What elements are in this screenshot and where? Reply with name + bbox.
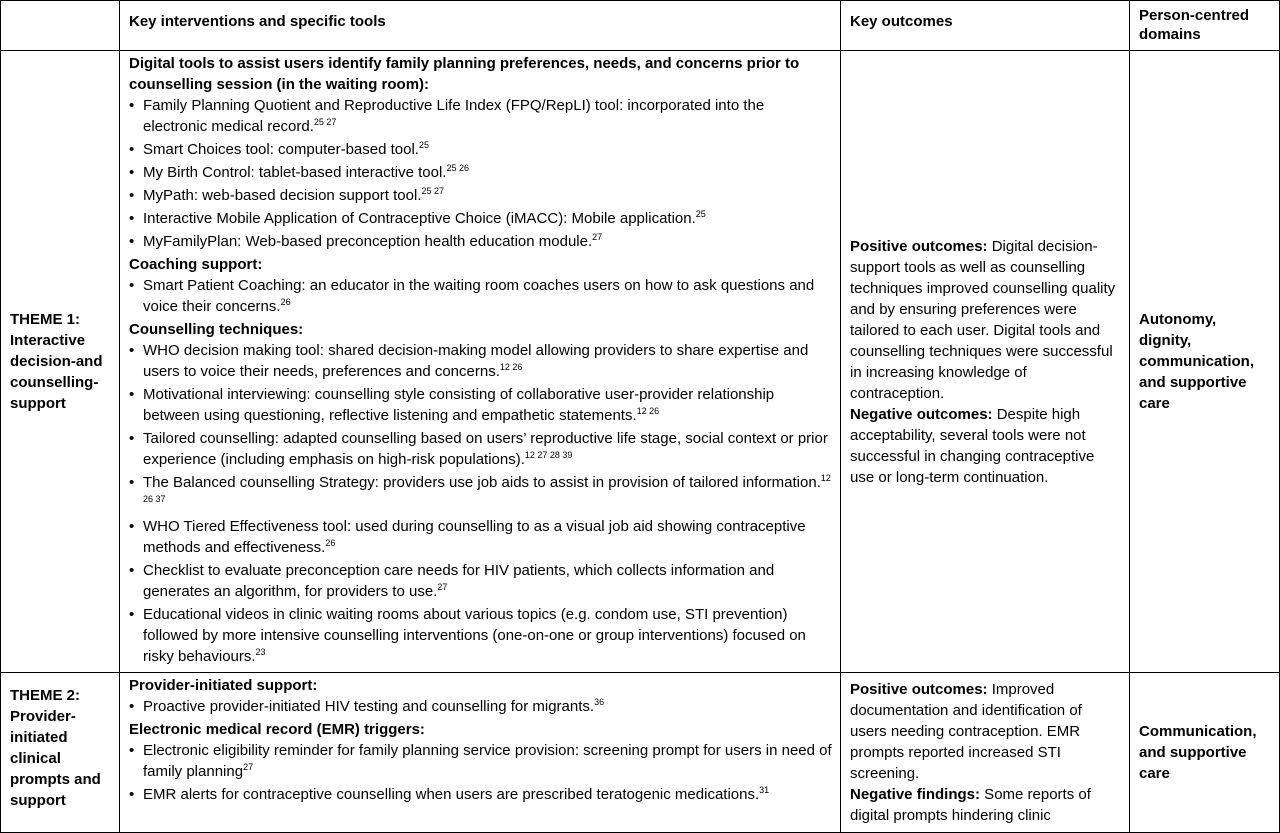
reference-marker: 31 xyxy=(759,785,770,795)
section-heading: Electronic medical record (EMR) triggers: xyxy=(129,721,425,738)
list-item: • Electronic eligibility reminder for family planning service provision: screening prompt for users in need of family planning$^{27}$ xyxy=(143,740,832,782)
list-item: • The Balanced counselling Strategy: providers use job aids to assist in provision of tailored information.$^{12 26 37}$ xyxy=(143,472,832,514)
section-heading: Provider-initiated support: xyxy=(129,677,318,694)
interventions-cell xyxy=(120,673,841,833)
list-item: • Interactive Mobile Application of Contraceptive Choice (iMACC): Mobile application.$^{25}$ xyxy=(143,208,832,229)
header-theme xyxy=(1,1,120,51)
list-item: • My Birth Control: tablet-based interactive tool.$^{25 26}$ xyxy=(143,162,832,183)
reference-marker: 25 xyxy=(418,140,429,150)
list-item: • Smart Choices tool: computer-based tool.$^{25}$ xyxy=(143,139,832,160)
domains-cell: Communication, and supportive care xyxy=(1130,673,1280,833)
outcomes-cell xyxy=(841,673,1130,833)
tool-list xyxy=(129,95,832,252)
reference-marker: 12 26 37 xyxy=(143,473,831,504)
reference-marker: 36 xyxy=(594,697,605,707)
list-item: • WHO Tiered Effectiveness tool: used during counselling to as a visual job aid showing contraceptive methods and effectiveness.$^{26}$ xyxy=(143,516,832,558)
list-item: • Educational videos in clinic waiting rooms about various topics (e.g. condom use, STI prevention) followed by more intensive counselling interventions (one-on-one or group interventions) focused on risky behaviours.$^{23}$ xyxy=(143,604,832,667)
reference-marker: 23 xyxy=(255,647,266,657)
list-item: • Smart Patient Coaching: an educator in the waiting room coaches users on how to ask questions and voice their concerns.$^{26}$ xyxy=(143,275,832,317)
header-domains: Person-centred domains xyxy=(1130,1,1280,51)
header-outcomes: Key outcomes xyxy=(841,1,1130,51)
reference-marker: 26 xyxy=(325,538,336,548)
section-heading: Counselling techniques: xyxy=(129,321,304,338)
reference-marker: 12 27 28 39 xyxy=(524,450,573,460)
reference-marker: 27 xyxy=(243,762,254,772)
reference-marker: 25 26 xyxy=(446,163,470,173)
list-item: • EMR alerts for contraceptive counselling when users are prescribed teratogenic medications.$^{31}$ xyxy=(143,784,832,805)
outcome-positive: Positive outcomes: Digital decision-support tools as well as counselling techniques improved counselling quality and by ensuring preferences were tailored to each user. Digital tools and counselling techniques were successful in increasing knowledge of contraception. xyxy=(850,237,1116,402)
reference-marker: 12 26 xyxy=(499,362,523,372)
header-row xyxy=(1,1,1280,51)
tool-list xyxy=(129,275,832,317)
tool-list xyxy=(129,696,832,717)
header-interventions: Key interventions and specific tools xyxy=(120,1,841,51)
outcome-negative: Negative findings: Some reports of digital prompts hindering clinic xyxy=(850,786,1091,824)
reference-marker: 27 xyxy=(437,582,448,592)
reference-marker: 12 26 xyxy=(636,406,660,416)
table-row xyxy=(1,673,1280,833)
table-row xyxy=(1,51,1280,673)
domains-cell: Autonomy, dignity, communication, and supportive care xyxy=(1130,51,1280,673)
section-heading: Digital tools to assist users identify family planning preferences, needs, and concerns prior to counselling session (in the waiting room): xyxy=(129,55,800,93)
list-item: • Proactive provider-initiated HIV testing and counselling for migrants.$^{36}$ xyxy=(143,696,832,717)
section-heading: Coaching support: xyxy=(129,256,263,273)
list-item: • Family Planning Quotient and Reproductive Life Index (FPQ/RepLI) tool: incorporated into the electronic medical record.$^{25 27}$ xyxy=(143,95,832,137)
reference-marker: 27 xyxy=(592,232,603,242)
outcome-positive: Positive outcomes: Improved documentation and identification of users needing contraception. EMR prompts reported increased STI screening. xyxy=(850,681,1082,782)
list-item: • WHO decision making tool: shared decision-making model allowing providers to share expertise and users to voice their needs, preferences and concerns.$^{12 26}$ xyxy=(143,340,832,382)
tool-list xyxy=(129,340,832,667)
list-item: • Motivational interviewing: counselling style consisting of collaborative user-provider relationship between using questioning, reflective listening and empathetic statements.$^{12 26}$ xyxy=(143,384,832,426)
theme-cell: THEME 2: Provider-initiated clinical prompts and support xyxy=(1,673,120,833)
list-item: • Checklist to evaluate preconception care needs for HIV patients, which collects information and generates an algorithm, for providers to use.$^{27}$ xyxy=(143,560,832,602)
list-item: • MyPath: web-based decision support tool.$^{25 27}$ xyxy=(143,185,832,206)
reference-marker: 25 27 xyxy=(313,117,337,127)
list-item: • Tailored counselling: adapted counselling based on users’ reproductive life stage, social context or prior experience (including emphasis on high-risk populations).$^{12 27 28 39}$ xyxy=(143,428,832,470)
outcomes-cell xyxy=(841,51,1130,673)
theme-cell: THEME 1: Interactive decision-and counselling-support xyxy=(1,51,120,673)
reference-marker: 26 xyxy=(280,297,291,307)
list-item: • MyFamilyPlan: Web-based preconception health education module.$^{27}$ xyxy=(143,231,832,252)
outcome-negative: Negative outcomes: Despite high acceptability, several tools were not successful in changing contraceptive use or long-term continuation. xyxy=(850,405,1095,486)
tool-list xyxy=(129,740,832,805)
reference-marker: 25 xyxy=(695,209,706,219)
interventions-cell xyxy=(120,51,841,673)
reference-marker: 25 27 xyxy=(421,186,445,196)
